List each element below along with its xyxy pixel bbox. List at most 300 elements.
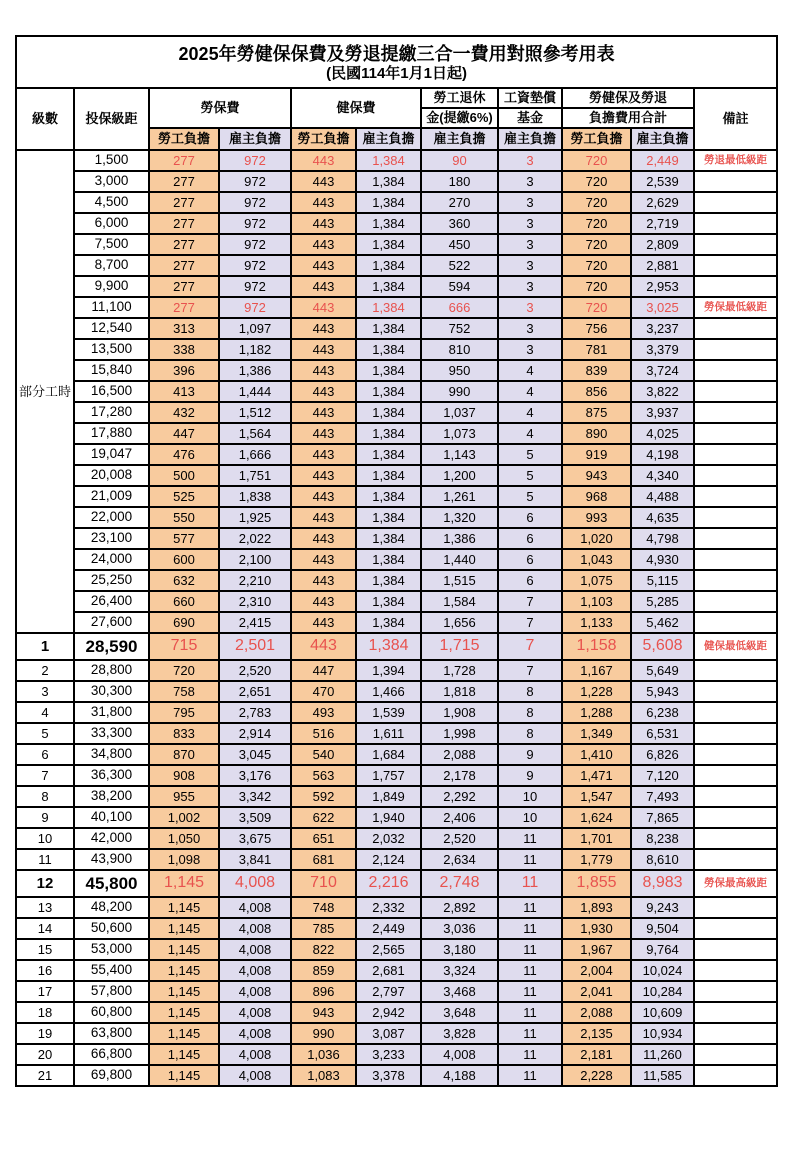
cell-wage-fund-employer: 11 (498, 918, 562, 939)
cell-health-employer: 3,378 (356, 1065, 421, 1086)
cell-wage-fund-employer: 3 (498, 234, 562, 255)
cell-health-employee: 443 (291, 549, 356, 570)
table-row (16, 402, 777, 423)
cell-wage-fund-employer: 11 (498, 1023, 562, 1044)
cell-bracket: 42,000 (74, 828, 149, 849)
cell-total-employee: 2,135 (562, 1023, 631, 1044)
table-row (16, 765, 777, 786)
table-row (16, 297, 777, 318)
cell-bracket: 23,100 (74, 528, 149, 549)
cell-wage-fund-employer: 6 (498, 549, 562, 570)
cell-wage-fund-employer: 7 (498, 660, 562, 681)
cell-health-employee: 447 (291, 660, 356, 681)
cell-bracket: 7,500 (74, 234, 149, 255)
table-body (16, 150, 777, 1086)
cell-total-employer: 3,025 (631, 297, 694, 318)
cell-health-employer: 2,565 (356, 939, 421, 960)
cell-health-employee: 443 (291, 465, 356, 486)
cell-total-employee: 1,967 (562, 939, 631, 960)
cell-total-employer: 11,585 (631, 1065, 694, 1086)
cell-remark: 健保最低級距 (694, 633, 777, 660)
cell-labor-employee: 277 (149, 150, 219, 171)
table-row (16, 870, 777, 897)
table-row (16, 939, 777, 960)
cell-remark (694, 939, 777, 960)
cell-total-employee: 2,228 (562, 1065, 631, 1086)
table-row (16, 507, 777, 528)
cell-labor-employee: 1,098 (149, 849, 219, 870)
cell-bracket: 28,800 (74, 660, 149, 681)
cell-bracket: 4,500 (74, 192, 149, 213)
cell-total-employer: 5,608 (631, 633, 694, 660)
cell-labor-employee: 277 (149, 255, 219, 276)
cell-pension-employer: 2,406 (421, 807, 498, 828)
cell-labor-employee: 277 (149, 276, 219, 297)
cell-wage-fund-employer: 4 (498, 402, 562, 423)
cell-health-employee: 443 (291, 402, 356, 423)
cell-labor-employee: 632 (149, 570, 219, 591)
cell-health-employer: 1,384 (356, 633, 421, 660)
cell-remark (694, 723, 777, 744)
cell-bracket: 8,700 (74, 255, 149, 276)
cell-bracket: 25,250 (74, 570, 149, 591)
cell-remark (694, 897, 777, 918)
cell-health-employee: 859 (291, 960, 356, 981)
cell-health-employer: 1,611 (356, 723, 421, 744)
cell-remark (694, 1044, 777, 1065)
cell-wage-fund-employer: 11 (498, 1044, 562, 1065)
cell-remark (694, 213, 777, 234)
cell-labor-employee: 690 (149, 612, 219, 633)
cell-pension-employer: 2,292 (421, 786, 498, 807)
cell-remark (694, 339, 777, 360)
cell-wage-fund-employer: 11 (498, 870, 562, 897)
cell-wage-fund-employer: 8 (498, 681, 562, 702)
cell-total-employee: 1,471 (562, 765, 631, 786)
cell-pension-employer: 1,715 (421, 633, 498, 660)
cell-total-employer: 5,649 (631, 660, 694, 681)
cell-total-employer: 5,285 (631, 591, 694, 612)
cell-health-employer: 3,087 (356, 1023, 421, 1044)
cell-bracket: 15,840 (74, 360, 149, 381)
cell-total-employer: 8,238 (631, 828, 694, 849)
subheader-labor-employee: 勞工負擔 (149, 128, 219, 150)
cell-health-employee: 443 (291, 339, 356, 360)
cell-remark (694, 591, 777, 612)
cell-total-employee: 839 (562, 360, 631, 381)
cell-health-employer: 1,384 (356, 570, 421, 591)
cell-total-employee: 1,133 (562, 612, 631, 633)
cell-level: 15 (16, 939, 74, 960)
cell-remark (694, 549, 777, 570)
cell-bracket: 27,600 (74, 612, 149, 633)
cell-total-employee: 720 (562, 255, 631, 276)
cell-remark (694, 1065, 777, 1086)
cell-pension-employer: 3,324 (421, 960, 498, 981)
cell-pension-employer: 3,468 (421, 981, 498, 1002)
cell-labor-employee: 277 (149, 213, 219, 234)
cell-wage-fund-employer: 7 (498, 591, 562, 612)
cell-total-employee: 968 (562, 486, 631, 507)
cell-total-employee: 1,043 (562, 549, 631, 570)
cell-wage-fund-employer: 3 (498, 255, 562, 276)
cell-remark (694, 444, 777, 465)
cell-health-employer: 2,032 (356, 828, 421, 849)
cell-level: 5 (16, 723, 74, 744)
cell-pension-employer: 666 (421, 297, 498, 318)
table-row (16, 612, 777, 633)
cell-total-employee: 720 (562, 234, 631, 255)
cell-health-employee: 443 (291, 255, 356, 276)
cell-total-employer: 3,937 (631, 402, 694, 423)
cell-bracket: 53,000 (74, 939, 149, 960)
cell-labor-employee: 447 (149, 423, 219, 444)
cell-health-employee: 443 (291, 591, 356, 612)
cell-total-employee: 919 (562, 444, 631, 465)
col-header-remark: 備註 (694, 88, 777, 150)
cell-wage-fund-employer: 4 (498, 381, 562, 402)
part-time-label: 部分工時 (16, 150, 74, 633)
cell-total-employer: 4,488 (631, 486, 694, 507)
cell-health-employee: 516 (291, 723, 356, 744)
cell-labor-employer: 4,008 (219, 897, 291, 918)
cell-pension-employer: 1,818 (421, 681, 498, 702)
cell-labor-employer: 3,509 (219, 807, 291, 828)
cell-labor-employer: 1,512 (219, 402, 291, 423)
cell-health-employer: 1,384 (356, 213, 421, 234)
cell-wage-fund-employer: 3 (498, 150, 562, 171)
cell-health-employee: 896 (291, 981, 356, 1002)
cell-labor-employer: 3,841 (219, 849, 291, 870)
cell-labor-employee: 1,050 (149, 828, 219, 849)
cell-health-employee: 443 (291, 381, 356, 402)
cell-remark (694, 486, 777, 507)
cell-total-employee: 720 (562, 171, 631, 192)
cell-total-employer: 7,493 (631, 786, 694, 807)
table-row (16, 150, 777, 171)
cell-health-employer: 2,449 (356, 918, 421, 939)
col-header-total-line2: 負擔費用合計 (562, 108, 694, 128)
subheader-health-employee: 勞工負擔 (291, 128, 356, 150)
cell-total-employee: 1,624 (562, 807, 631, 828)
cell-pension-employer: 180 (421, 171, 498, 192)
table-row (16, 339, 777, 360)
table-row (16, 591, 777, 612)
cell-health-employee: 443 (291, 297, 356, 318)
table-row (16, 318, 777, 339)
title-row (16, 36, 777, 88)
cell-bracket: 38,200 (74, 786, 149, 807)
cell-health-employer: 1,384 (356, 486, 421, 507)
cell-pension-employer: 522 (421, 255, 498, 276)
cell-bracket: 36,300 (74, 765, 149, 786)
cell-health-employee: 681 (291, 849, 356, 870)
cell-health-employer: 1,684 (356, 744, 421, 765)
col-header-health-insurance: 健保費 (291, 88, 421, 128)
cell-pension-employer: 1,200 (421, 465, 498, 486)
cell-remark (694, 276, 777, 297)
cell-labor-employer: 2,501 (219, 633, 291, 660)
cell-health-employer: 1,384 (356, 465, 421, 486)
table-row (16, 360, 777, 381)
cell-total-employee: 1,701 (562, 828, 631, 849)
cell-labor-employer: 4,008 (219, 939, 291, 960)
table-row (16, 828, 777, 849)
cell-pension-employer: 752 (421, 318, 498, 339)
cell-health-employer: 1,384 (356, 150, 421, 171)
cell-remark (694, 1002, 777, 1023)
cell-wage-fund-employer: 9 (498, 765, 562, 786)
table-row (16, 381, 777, 402)
cell-total-employee: 993 (562, 507, 631, 528)
cell-health-employer: 1,940 (356, 807, 421, 828)
cell-remark (694, 381, 777, 402)
cell-total-employee: 720 (562, 150, 631, 171)
cell-health-employee: 822 (291, 939, 356, 960)
cell-bracket: 43,900 (74, 849, 149, 870)
cell-total-employer: 3,724 (631, 360, 694, 381)
table-row (16, 213, 777, 234)
table-row (16, 633, 777, 660)
cell-labor-employee: 396 (149, 360, 219, 381)
table-row (16, 918, 777, 939)
cell-pension-employer: 2,748 (421, 870, 498, 897)
cell-health-employee: 785 (291, 918, 356, 939)
table-row (16, 681, 777, 702)
cell-bracket: 40,100 (74, 807, 149, 828)
cell-health-employee: 470 (291, 681, 356, 702)
cell-labor-employer: 1,838 (219, 486, 291, 507)
cell-labor-employer: 4,008 (219, 960, 291, 981)
header-row-groups (16, 88, 777, 108)
cell-wage-fund-employer: 6 (498, 528, 562, 549)
cell-wage-fund-employer: 4 (498, 360, 562, 381)
cell-pension-employer: 3,180 (421, 939, 498, 960)
cell-bracket: 28,590 (74, 633, 149, 660)
cell-pension-employer: 2,520 (421, 828, 498, 849)
cell-wage-fund-employer: 11 (498, 981, 562, 1002)
cell-labor-employer: 972 (219, 192, 291, 213)
cell-remark (694, 660, 777, 681)
cell-pension-employer: 810 (421, 339, 498, 360)
table-row (16, 1002, 777, 1023)
cell-labor-employer: 2,415 (219, 612, 291, 633)
cell-remark (694, 507, 777, 528)
cell-labor-employee: 277 (149, 297, 219, 318)
cell-bracket: 30,300 (74, 681, 149, 702)
subheader-health-employer: 雇主負擔 (356, 128, 421, 150)
cell-total-employee: 1,855 (562, 870, 631, 897)
cell-remark (694, 786, 777, 807)
cell-total-employer: 6,238 (631, 702, 694, 723)
cell-total-employer: 10,284 (631, 981, 694, 1002)
cell-level: 18 (16, 1002, 74, 1023)
table-row (16, 723, 777, 744)
table-row (16, 807, 777, 828)
cell-health-employee: 443 (291, 633, 356, 660)
cell-labor-employee: 338 (149, 339, 219, 360)
cell-bracket: 11,100 (74, 297, 149, 318)
cell-total-employer: 3,822 (631, 381, 694, 402)
cell-pension-employer: 90 (421, 150, 498, 171)
cell-pension-employer: 3,828 (421, 1023, 498, 1044)
cell-bracket: 17,880 (74, 423, 149, 444)
cell-labor-employer: 2,914 (219, 723, 291, 744)
cell-total-employer: 3,379 (631, 339, 694, 360)
cell-health-employer: 1,384 (356, 297, 421, 318)
cell-total-employer: 11,260 (631, 1044, 694, 1065)
cell-remark (694, 465, 777, 486)
cell-total-employee: 875 (562, 402, 631, 423)
cell-labor-employee: 550 (149, 507, 219, 528)
cell-labor-employee: 1,002 (149, 807, 219, 828)
cell-labor-employee: 432 (149, 402, 219, 423)
subheader-labor-employer: 雇主負擔 (219, 128, 291, 150)
cell-health-employee: 443 (291, 150, 356, 171)
cell-health-employee: 990 (291, 1023, 356, 1044)
cell-labor-employee: 833 (149, 723, 219, 744)
cell-total-employer: 9,243 (631, 897, 694, 918)
cell-health-employer: 1,384 (356, 528, 421, 549)
cell-remark (694, 960, 777, 981)
cell-pension-employer: 1,320 (421, 507, 498, 528)
cell-wage-fund-employer: 9 (498, 744, 562, 765)
cell-total-employer: 2,719 (631, 213, 694, 234)
cell-bracket: 45,800 (74, 870, 149, 897)
cell-pension-employer: 990 (421, 381, 498, 402)
cell-bracket: 6,000 (74, 213, 149, 234)
cell-health-employee: 443 (291, 192, 356, 213)
cell-total-employee: 1,288 (562, 702, 631, 723)
cell-health-employee: 443 (291, 507, 356, 528)
cell-remark: 勞保最高級距 (694, 870, 777, 897)
cell-health-employer: 1,384 (356, 423, 421, 444)
cell-bracket: 9,900 (74, 276, 149, 297)
cell-wage-fund-employer: 8 (498, 702, 562, 723)
cell-wage-fund-employer: 5 (498, 444, 562, 465)
cell-pension-employer: 1,515 (421, 570, 498, 591)
cell-wage-fund-employer: 3 (498, 192, 562, 213)
cell-labor-employer: 2,100 (219, 549, 291, 570)
cell-labor-employer: 3,045 (219, 744, 291, 765)
cell-labor-employer: 2,783 (219, 702, 291, 723)
cell-wage-fund-employer: 3 (498, 213, 562, 234)
cell-labor-employer: 4,008 (219, 1044, 291, 1065)
cell-total-employer: 4,025 (631, 423, 694, 444)
cell-wage-fund-employer: 7 (498, 633, 562, 660)
cell-health-employer: 1,539 (356, 702, 421, 723)
table-row (16, 744, 777, 765)
table-row (16, 528, 777, 549)
cell-health-employee: 443 (291, 528, 356, 549)
cell-health-employee: 443 (291, 318, 356, 339)
cell-remark (694, 402, 777, 423)
col-header-bracket: 投保級距 (74, 88, 149, 150)
cell-remark (694, 318, 777, 339)
cell-total-employee: 781 (562, 339, 631, 360)
cell-total-employee: 1,779 (562, 849, 631, 870)
cell-bracket: 16,500 (74, 381, 149, 402)
cell-labor-employee: 277 (149, 192, 219, 213)
cell-health-employer: 2,124 (356, 849, 421, 870)
cell-health-employee: 748 (291, 897, 356, 918)
cell-labor-employee: 413 (149, 381, 219, 402)
cell-labor-employee: 720 (149, 660, 219, 681)
cell-total-employer: 4,798 (631, 528, 694, 549)
cell-pension-employer: 1,037 (421, 402, 498, 423)
cell-total-employee: 856 (562, 381, 631, 402)
cell-level: 6 (16, 744, 74, 765)
cell-labor-employer: 972 (219, 297, 291, 318)
cell-labor-employer: 972 (219, 150, 291, 171)
cell-labor-employee: 577 (149, 528, 219, 549)
cell-health-employer: 1,384 (356, 381, 421, 402)
cell-level: 11 (16, 849, 74, 870)
cell-labor-employer: 972 (219, 255, 291, 276)
cell-level: 16 (16, 960, 74, 981)
cell-total-employer: 7,120 (631, 765, 694, 786)
table-row (16, 465, 777, 486)
cell-total-employee: 2,088 (562, 1002, 631, 1023)
cell-bracket: 55,400 (74, 960, 149, 981)
table-row (16, 1044, 777, 1065)
cell-level: 13 (16, 897, 74, 918)
cell-labor-employer: 3,675 (219, 828, 291, 849)
cell-health-employer: 2,797 (356, 981, 421, 1002)
cell-remark (694, 849, 777, 870)
table-row (16, 486, 777, 507)
cell-labor-employer: 2,651 (219, 681, 291, 702)
table-row (16, 255, 777, 276)
cell-labor-employee: 1,145 (149, 1002, 219, 1023)
cell-level: 2 (16, 660, 74, 681)
cell-total-employer: 2,539 (631, 171, 694, 192)
cell-health-employer: 1,384 (356, 402, 421, 423)
cell-health-employer: 1,849 (356, 786, 421, 807)
cell-labor-employee: 1,145 (149, 1044, 219, 1065)
cell-labor-employer: 2,022 (219, 528, 291, 549)
cell-wage-fund-employer: 3 (498, 339, 562, 360)
cell-total-employee: 720 (562, 276, 631, 297)
cell-health-employer: 1,384 (356, 276, 421, 297)
cell-labor-employee: 758 (149, 681, 219, 702)
cell-remark (694, 234, 777, 255)
cell-pension-employer: 270 (421, 192, 498, 213)
col-header-labor-insurance: 勞保費 (149, 88, 291, 128)
cell-health-employer: 2,332 (356, 897, 421, 918)
cell-total-employer: 5,943 (631, 681, 694, 702)
cell-level: 3 (16, 681, 74, 702)
cell-labor-employee: 870 (149, 744, 219, 765)
cell-health-employee: 443 (291, 213, 356, 234)
cell-total-employer: 10,934 (631, 1023, 694, 1044)
cell-labor-employer: 4,008 (219, 1002, 291, 1023)
col-header-pension-line1: 勞工退休 (421, 88, 498, 108)
cell-health-employee: 443 (291, 612, 356, 633)
page-title: 2025年勞健保保費及勞退提繳三合一費用對照參考用表 (178, 44, 615, 65)
subheader-total-employee: 勞工負擔 (562, 128, 631, 150)
cell-bracket: 1,500 (74, 150, 149, 171)
cell-total-employee: 720 (562, 213, 631, 234)
cell-pension-employer: 4,008 (421, 1044, 498, 1065)
cell-total-employee: 1,167 (562, 660, 631, 681)
cell-total-employee: 1,349 (562, 723, 631, 744)
cell-health-employee: 443 (291, 570, 356, 591)
cell-bracket: 60,800 (74, 1002, 149, 1023)
table-row (16, 849, 777, 870)
cell-level: 1 (16, 633, 74, 660)
cell-remark (694, 828, 777, 849)
